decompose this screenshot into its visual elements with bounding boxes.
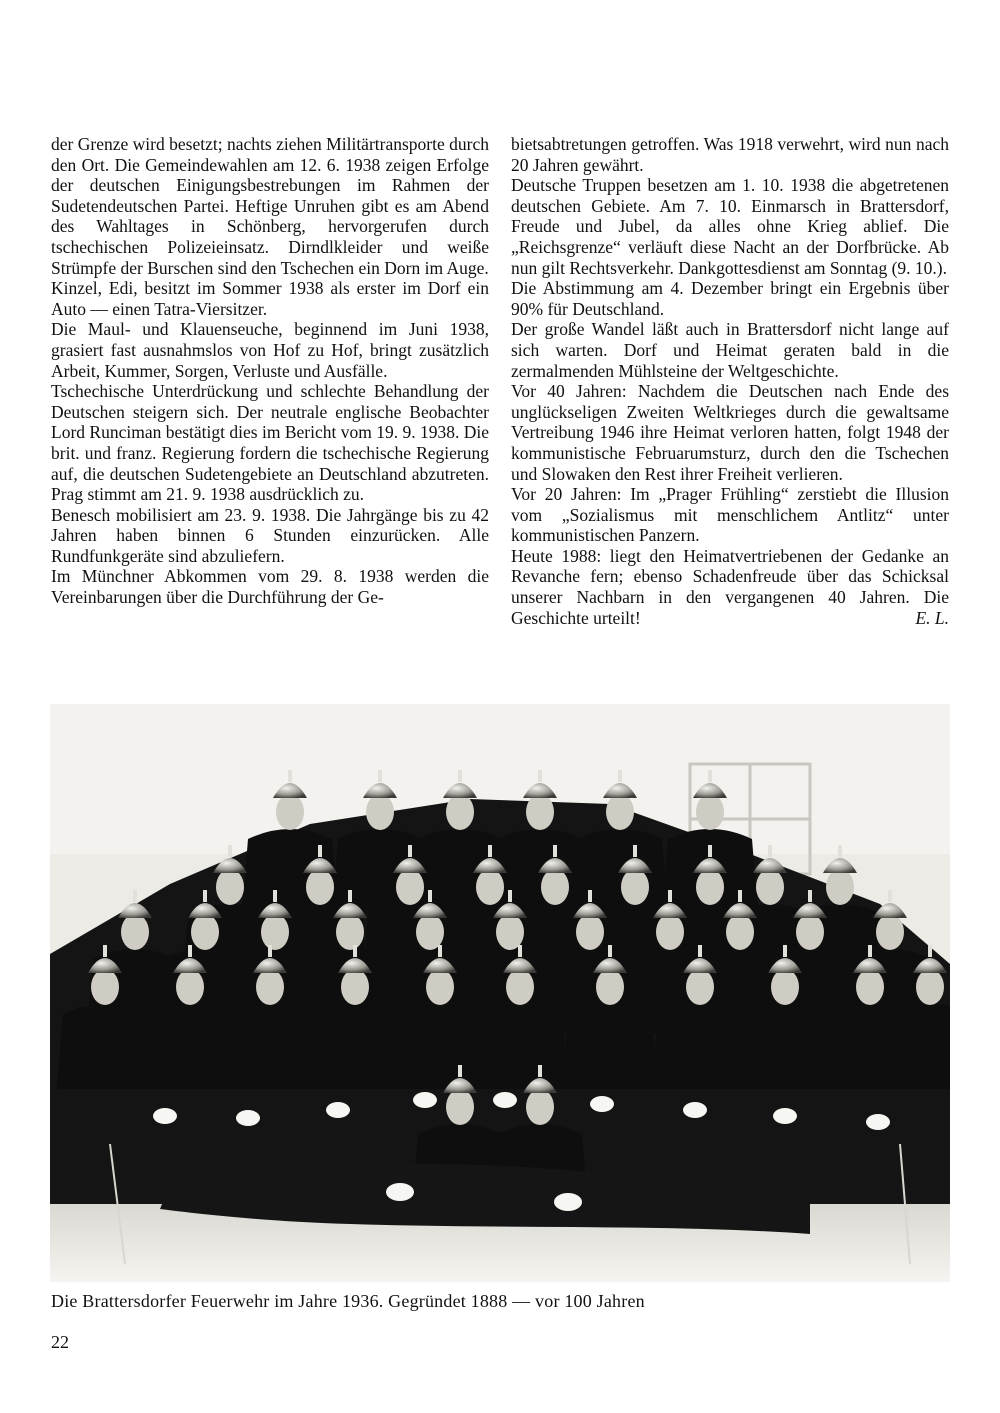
photo-caption: Die Brattersdorfer Feuerwehr im Jahre 1936. Gegründet 1888 — vor 100 Jahren bbox=[51, 1291, 645, 1311]
paragraph-text: Heute 1988: liegt den Heimatvertriebenen der Gedanke an Revanche fern; ebenso Schadenfreude über das Schicksal unserer Nachbarn in den vergangenen 40 Jahren. Die Geschichte urteilt! bbox=[511, 545, 949, 628]
paragraph: Benesch mobilisiert am 23. 9. 1938. Die Jahrgänge bis zu 42 Jahren haben binnen 6 Stunden einzurücken. Alle Rundfunkgeräte sind abzuliefern. bbox=[51, 504, 489, 566]
paragraph: Die Abstimmung am 4. Dezember bringt ein Ergebnis über 90% für Deutschland. bbox=[511, 278, 949, 319]
paragraph: Im Münchner Abkommen vom 29. 8. 1938 werden die Vereinbarungen über die Durchführung der Ge- bbox=[51, 566, 489, 608]
paragraph: Tschechische Unterdrückung und schlechte Behandlung der Deutschen steigern sich. Der neutrale englische Beobachter Lord Runciman bestätigt dies im Bericht vom 19. 9. 1938. Die brit. und franz. Regierung fordern die tschechische Regierung auf, die deutschen Sudetengebiete an Deutschland abzutreten. Prag stimmt am 21. 9. 1938 ausdrücklich zu. bbox=[51, 381, 489, 505]
fire-brigade-group-photo bbox=[50, 704, 950, 1282]
right-text-column bbox=[511, 134, 949, 628]
paragraph: Kinzel, Edi, besitzt im Sommer 1938 als erster im Dorf ein Auto — einen Tatra-Viersitzer. bbox=[51, 278, 489, 319]
left-text-column bbox=[51, 134, 489, 608]
paragraph: Vor 40 Jahren: Nachdem die Deutschen nach Ende des unglückseligen Zweiten Weltkrieges durch die gewaltsame Vertreibung 1946 ihre Heimat verloren hatten, folgt 1948 der kommunistische Februarumsturz, durch den die Tschechen und Slowaken den Rest ihrer Freiheit verlieren. bbox=[511, 381, 949, 484]
paragraph: der Grenze wird besetzt; nachts ziehen Militärtransporte durch den Ort. Die Gemeindewahlen am 12. 6. 1938 zeigen Erfolge der deutschen Einigungsbestrebungen im Rahmen der Sudetendeutschen Partei. Heftige Unruhen gibt es am Abend des Wahltages in Schönberg, hervorgerufen durch tschechischen Polizeieinsatz. Dirndlkleider und weiße Strümpfe der Burschen sind den Tschechen ein Dorn im Auge. bbox=[51, 134, 489, 278]
page-number: 22 bbox=[51, 1332, 69, 1352]
group-photo-illustration bbox=[50, 704, 950, 1282]
paragraph: Die Maul- und Klauenseuche, beginnend im Juni 1938, grasiert fast ausnahmslos von Hof zu Hof, bringt zusätzlich Arbeit, Kummer, Sorgen, Verluste und Ausfälle. bbox=[51, 319, 489, 381]
paragraph: Vor 20 Jahren: Im „Prager Frühling“ zerstiebt die Illusion vom „Sozialismus mit menschlichem Antlitz“ unter kommunistischen Panzern. bbox=[511, 484, 949, 546]
paragraph: Deutsche Truppen besetzen am 1. 10. 1938 die abgetretenen deutschen Gebiete. Am 7. 10. Einmarsch in Brattersdorf, Freude und Jubel, da alles ohne Krieg ablief. Die „Reichsgrenze“ verläuft diese Nacht an der Dorfbrücke. Ab nun gilt Rechtsverkehr. Dankgottesdienst am Sonntag (9. 10.). bbox=[511, 175, 949, 278]
paragraph: Der große Wandel läßt auch in Brattersdorf nicht lange auf sich warten. Dorf und Heimat geraten bald in die zermalmenden Mühlsteine der Weltgeschichte. bbox=[511, 319, 949, 381]
paragraph-last bbox=[511, 546, 949, 628]
paragraph: bietsabtretungen getroffen. Was 1918 verwehrt, wird nun nach 20 Jahren gewährt. bbox=[511, 134, 949, 175]
author-signature: E. L. bbox=[915, 607, 949, 628]
